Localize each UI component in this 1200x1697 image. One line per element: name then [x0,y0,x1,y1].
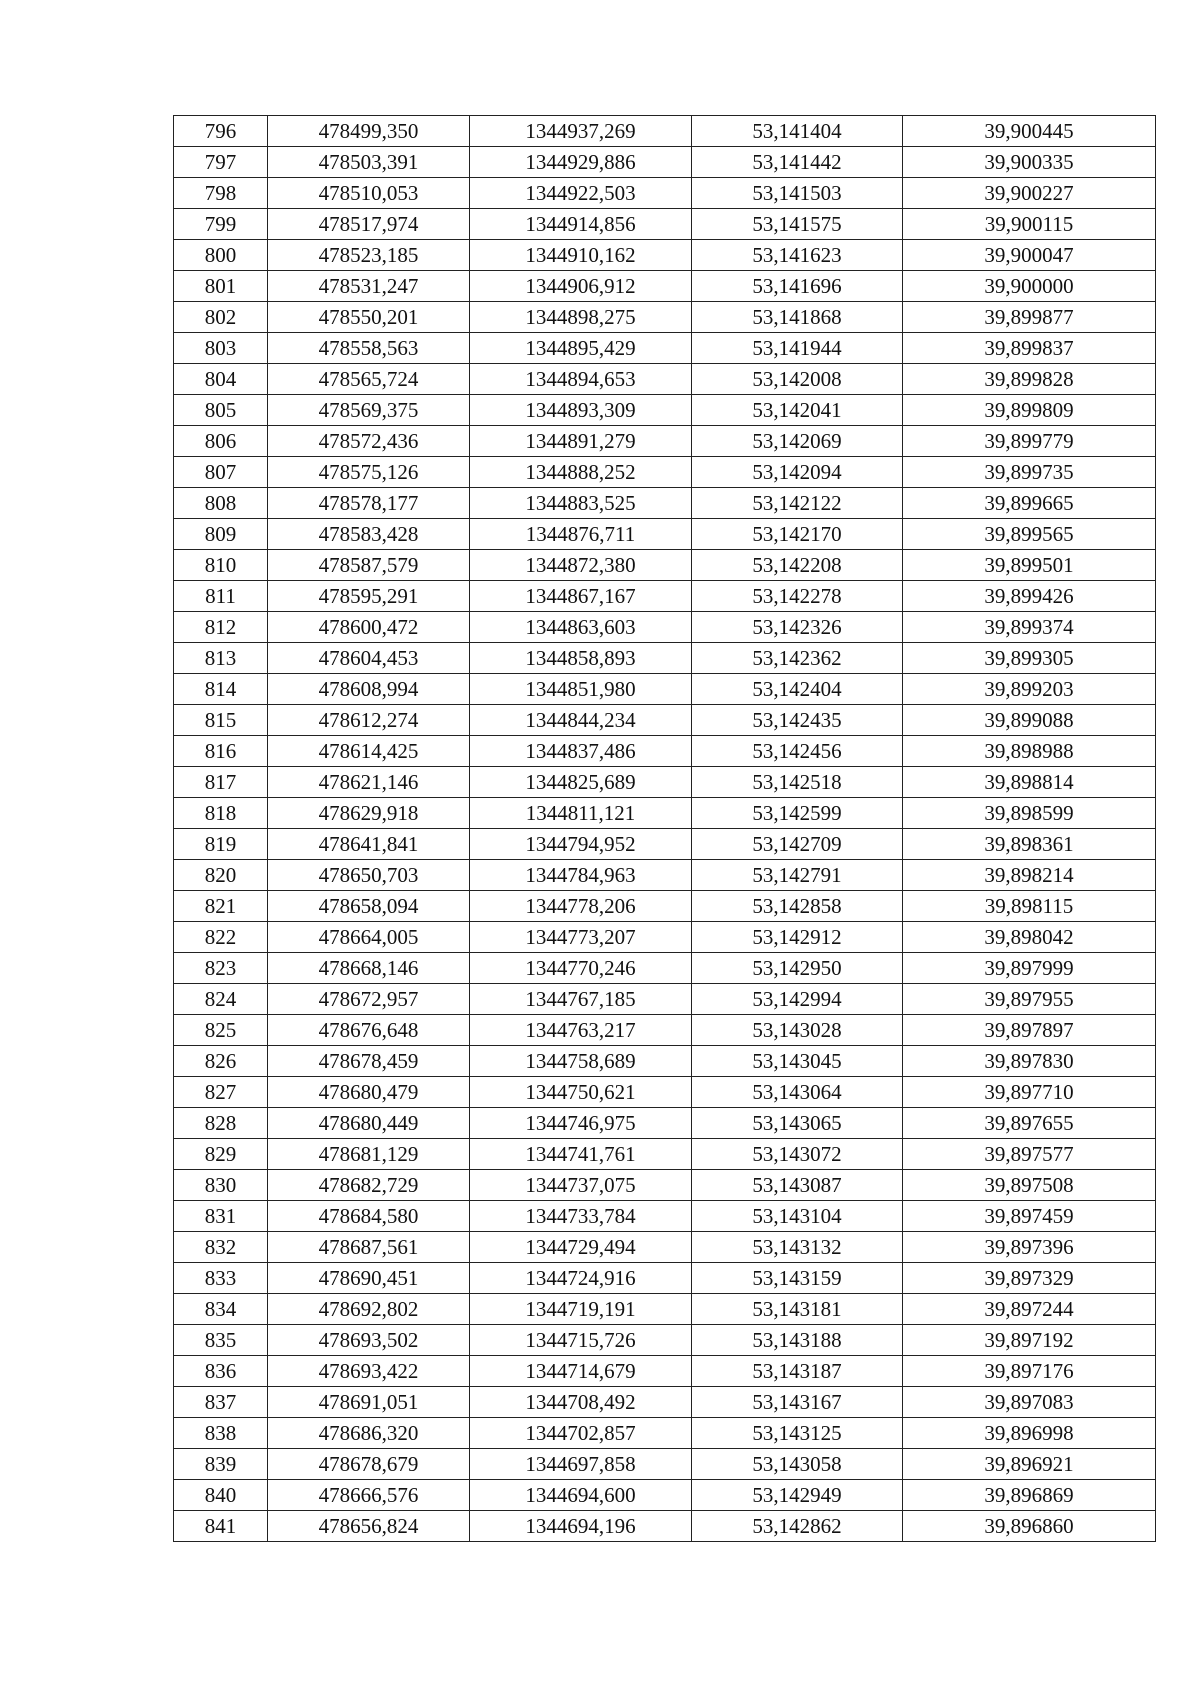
table-row [174,1449,1156,1480]
y-coordinate-cell: 1344694,600 [470,1480,692,1511]
point-number-cell: 808 [174,488,268,519]
table-row [174,1480,1156,1511]
table-row [174,1325,1156,1356]
x-coordinate-cell: 478531,247 [268,271,470,302]
x-coordinate-cell: 478641,841 [268,829,470,860]
table-row [174,302,1156,333]
y-coordinate-cell: 1344763,217 [470,1015,692,1046]
x-coordinate-cell: 478687,561 [268,1232,470,1263]
point-number-cell: 816 [174,736,268,767]
longitude-cell: 39,897655 [903,1108,1156,1139]
y-coordinate-cell: 1344888,252 [470,457,692,488]
latitude-cell: 53,143058 [692,1449,903,1480]
latitude-cell: 53,143188 [692,1325,903,1356]
point-number-cell: 806 [174,426,268,457]
y-coordinate-cell: 1344794,952 [470,829,692,860]
longitude-cell: 39,897897 [903,1015,1156,1046]
y-coordinate-cell: 1344883,525 [470,488,692,519]
longitude-cell: 39,900000 [903,271,1156,302]
table-row [174,581,1156,612]
latitude-cell: 53,143125 [692,1418,903,1449]
longitude-cell: 39,899877 [903,302,1156,333]
latitude-cell: 53,141404 [692,116,903,147]
latitude-cell: 53,143065 [692,1108,903,1139]
table-row [174,364,1156,395]
latitude-cell: 53,142858 [692,891,903,922]
latitude-cell: 53,142170 [692,519,903,550]
table-row [174,240,1156,271]
longitude-cell: 39,898115 [903,891,1156,922]
x-coordinate-cell: 478550,201 [268,302,470,333]
table-row [174,1139,1156,1170]
table-row [174,829,1156,860]
table-row [174,395,1156,426]
point-number-cell: 833 [174,1263,268,1294]
latitude-cell: 53,143045 [692,1046,903,1077]
y-coordinate-cell: 1344910,162 [470,240,692,271]
latitude-cell: 53,143181 [692,1294,903,1325]
x-coordinate-cell: 478693,502 [268,1325,470,1356]
point-number-cell: 798 [174,178,268,209]
y-coordinate-cell: 1344694,196 [470,1511,692,1542]
table-row [174,1418,1156,1449]
x-coordinate-cell: 478680,479 [268,1077,470,1108]
table-row [174,1387,1156,1418]
latitude-cell: 53,143167 [692,1387,903,1418]
y-coordinate-cell: 1344894,653 [470,364,692,395]
y-coordinate-cell: 1344737,075 [470,1170,692,1201]
table-row [174,984,1156,1015]
point-number-cell: 827 [174,1077,268,1108]
longitude-cell: 39,899665 [903,488,1156,519]
point-number-cell: 823 [174,953,268,984]
y-coordinate-cell: 1344746,975 [470,1108,692,1139]
table-row [174,1356,1156,1387]
table-row [174,922,1156,953]
longitude-cell: 39,899779 [903,426,1156,457]
point-number-cell: 799 [174,209,268,240]
x-coordinate-cell: 478600,472 [268,612,470,643]
table-row [174,860,1156,891]
table-row [174,891,1156,922]
latitude-cell: 53,142069 [692,426,903,457]
y-coordinate-cell: 1344697,858 [470,1449,692,1480]
x-coordinate-cell: 478678,679 [268,1449,470,1480]
x-coordinate-cell: 478664,005 [268,922,470,953]
longitude-cell: 39,897396 [903,1232,1156,1263]
longitude-cell: 39,900227 [903,178,1156,209]
x-coordinate-cell: 478676,648 [268,1015,470,1046]
x-coordinate-cell: 478678,459 [268,1046,470,1077]
latitude-cell: 53,142912 [692,922,903,953]
longitude-cell: 39,897083 [903,1387,1156,1418]
y-coordinate-cell: 1344708,492 [470,1387,692,1418]
point-number-cell: 805 [174,395,268,426]
y-coordinate-cell: 1344906,912 [470,271,692,302]
table-row [174,271,1156,302]
y-coordinate-cell: 1344844,234 [470,705,692,736]
y-coordinate-cell: 1344863,603 [470,612,692,643]
longitude-cell: 39,897999 [903,953,1156,984]
table-row [174,178,1156,209]
longitude-cell: 39,898988 [903,736,1156,767]
longitude-cell: 39,900335 [903,147,1156,178]
point-number-cell: 803 [174,333,268,364]
y-coordinate-cell: 1344914,856 [470,209,692,240]
latitude-cell: 53,142435 [692,705,903,736]
x-coordinate-cell: 478569,375 [268,395,470,426]
table-row [174,519,1156,550]
x-coordinate-cell: 478690,451 [268,1263,470,1294]
point-number-cell: 800 [174,240,268,271]
point-number-cell: 824 [174,984,268,1015]
x-coordinate-cell: 478604,453 [268,643,470,674]
table-row [174,550,1156,581]
latitude-cell: 53,142599 [692,798,903,829]
y-coordinate-cell: 1344872,380 [470,550,692,581]
longitude-cell: 39,897508 [903,1170,1156,1201]
table-row [174,1263,1156,1294]
y-coordinate-cell: 1344922,503 [470,178,692,209]
longitude-cell: 39,896869 [903,1480,1156,1511]
longitude-cell: 39,900047 [903,240,1156,271]
longitude-cell: 39,896921 [903,1449,1156,1480]
latitude-cell: 53,142862 [692,1511,903,1542]
point-number-cell: 836 [174,1356,268,1387]
x-coordinate-cell: 478499,350 [268,116,470,147]
longitude-cell: 39,897710 [903,1077,1156,1108]
longitude-cell: 39,898361 [903,829,1156,860]
longitude-cell: 39,899828 [903,364,1156,395]
longitude-cell: 39,900445 [903,116,1156,147]
table-row [174,1077,1156,1108]
latitude-cell: 53,142950 [692,953,903,984]
longitude-cell: 39,897244 [903,1294,1156,1325]
x-coordinate-cell: 478575,126 [268,457,470,488]
longitude-cell: 39,897176 [903,1356,1156,1387]
y-coordinate-cell: 1344778,206 [470,891,692,922]
longitude-cell: 39,898814 [903,767,1156,798]
latitude-cell: 53,142094 [692,457,903,488]
table-row [174,1108,1156,1139]
point-number-cell: 835 [174,1325,268,1356]
y-coordinate-cell: 1344898,275 [470,302,692,333]
y-coordinate-cell: 1344733,784 [470,1201,692,1232]
y-coordinate-cell: 1344702,857 [470,1418,692,1449]
y-coordinate-cell: 1344784,963 [470,860,692,891]
x-coordinate-cell: 478656,824 [268,1511,470,1542]
point-number-cell: 815 [174,705,268,736]
x-coordinate-cell: 478614,425 [268,736,470,767]
longitude-cell: 39,899501 [903,550,1156,581]
latitude-cell: 53,142041 [692,395,903,426]
x-coordinate-cell: 478672,957 [268,984,470,1015]
point-number-cell: 841 [174,1511,268,1542]
y-coordinate-cell: 1344858,893 [470,643,692,674]
point-number-cell: 820 [174,860,268,891]
latitude-cell: 53,143104 [692,1201,903,1232]
latitude-cell: 53,141623 [692,240,903,271]
point-number-cell: 804 [174,364,268,395]
point-number-cell: 838 [174,1418,268,1449]
latitude-cell: 53,142362 [692,643,903,674]
point-number-cell: 840 [174,1480,268,1511]
latitude-cell: 53,141696 [692,271,903,302]
point-number-cell: 817 [174,767,268,798]
point-number-cell: 829 [174,1139,268,1170]
latitude-cell: 53,143132 [692,1232,903,1263]
y-coordinate-cell: 1344715,726 [470,1325,692,1356]
table-row [174,1015,1156,1046]
point-number-cell: 813 [174,643,268,674]
latitude-cell: 53,141442 [692,147,903,178]
latitude-cell: 53,141575 [692,209,903,240]
y-coordinate-cell: 1344750,621 [470,1077,692,1108]
y-coordinate-cell: 1344837,486 [470,736,692,767]
longitude-cell: 39,899426 [903,581,1156,612]
table-row [174,736,1156,767]
longitude-cell: 39,898214 [903,860,1156,891]
x-coordinate-cell: 478650,703 [268,860,470,891]
longitude-cell: 39,899374 [903,612,1156,643]
longitude-cell: 39,896998 [903,1418,1156,1449]
table-row [174,116,1156,147]
y-coordinate-cell: 1344719,191 [470,1294,692,1325]
longitude-cell: 39,897577 [903,1139,1156,1170]
latitude-cell: 53,141503 [692,178,903,209]
point-number-cell: 812 [174,612,268,643]
longitude-cell: 39,899809 [903,395,1156,426]
y-coordinate-cell: 1344767,185 [470,984,692,1015]
x-coordinate-cell: 478693,422 [268,1356,470,1387]
y-coordinate-cell: 1344811,121 [470,798,692,829]
table-row [174,457,1156,488]
table-row [174,1201,1156,1232]
table-row [174,767,1156,798]
x-coordinate-cell: 478510,053 [268,178,470,209]
y-coordinate-cell: 1344929,886 [470,147,692,178]
latitude-cell: 53,143187 [692,1356,903,1387]
table-row [174,1170,1156,1201]
latitude-cell: 53,142709 [692,829,903,860]
longitude-cell: 39,897955 [903,984,1156,1015]
x-coordinate-cell: 478595,291 [268,581,470,612]
x-coordinate-cell: 478686,320 [268,1418,470,1449]
table-row [174,1046,1156,1077]
y-coordinate-cell: 1344891,279 [470,426,692,457]
longitude-cell: 39,899735 [903,457,1156,488]
latitude-cell: 53,142008 [692,364,903,395]
x-coordinate-cell: 478684,580 [268,1201,470,1232]
longitude-cell: 39,899565 [903,519,1156,550]
latitude-cell: 53,142278 [692,581,903,612]
point-number-cell: 837 [174,1387,268,1418]
point-number-cell: 826 [174,1046,268,1077]
table-row [174,333,1156,364]
latitude-cell: 53,142994 [692,984,903,1015]
longitude-cell: 39,897192 [903,1325,1156,1356]
x-coordinate-cell: 478583,428 [268,519,470,550]
point-number-cell: 839 [174,1449,268,1480]
y-coordinate-cell: 1344741,761 [470,1139,692,1170]
y-coordinate-cell: 1344758,689 [470,1046,692,1077]
coordinates-table [173,115,1156,1542]
coordinates-table-body [174,116,1156,1542]
y-coordinate-cell: 1344729,494 [470,1232,692,1263]
longitude-cell: 39,898599 [903,798,1156,829]
x-coordinate-cell: 478565,724 [268,364,470,395]
latitude-cell: 53,143064 [692,1077,903,1108]
latitude-cell: 53,142122 [692,488,903,519]
point-number-cell: 807 [174,457,268,488]
longitude-cell: 39,899088 [903,705,1156,736]
y-coordinate-cell: 1344714,679 [470,1356,692,1387]
latitude-cell: 53,141944 [692,333,903,364]
point-number-cell: 834 [174,1294,268,1325]
point-number-cell: 828 [174,1108,268,1139]
latitude-cell: 53,142208 [692,550,903,581]
longitude-cell: 39,897329 [903,1263,1156,1294]
point-number-cell: 814 [174,674,268,705]
x-coordinate-cell: 478668,146 [268,953,470,984]
x-coordinate-cell: 478682,729 [268,1170,470,1201]
latitude-cell: 53,141868 [692,302,903,333]
point-number-cell: 832 [174,1232,268,1263]
longitude-cell: 39,897459 [903,1201,1156,1232]
latitude-cell: 53,142949 [692,1480,903,1511]
table-row [174,643,1156,674]
point-number-cell: 831 [174,1201,268,1232]
x-coordinate-cell: 478621,146 [268,767,470,798]
y-coordinate-cell: 1344893,309 [470,395,692,426]
x-coordinate-cell: 478523,185 [268,240,470,271]
latitude-cell: 53,143087 [692,1170,903,1201]
longitude-cell: 39,900115 [903,209,1156,240]
point-number-cell: 819 [174,829,268,860]
table-row [174,674,1156,705]
latitude-cell: 53,143072 [692,1139,903,1170]
latitude-cell: 53,142791 [692,860,903,891]
y-coordinate-cell: 1344867,167 [470,581,692,612]
x-coordinate-cell: 478503,391 [268,147,470,178]
table-row [174,488,1156,519]
point-number-cell: 811 [174,581,268,612]
y-coordinate-cell: 1344724,916 [470,1263,692,1294]
latitude-cell: 53,142326 [692,612,903,643]
point-number-cell: 821 [174,891,268,922]
point-number-cell: 810 [174,550,268,581]
x-coordinate-cell: 478666,576 [268,1480,470,1511]
table-row [174,705,1156,736]
x-coordinate-cell: 478517,974 [268,209,470,240]
longitude-cell: 39,899305 [903,643,1156,674]
table-row [174,1232,1156,1263]
point-number-cell: 825 [174,1015,268,1046]
table-row [174,798,1156,829]
table-row [174,1294,1156,1325]
y-coordinate-cell: 1344770,246 [470,953,692,984]
x-coordinate-cell: 478608,994 [268,674,470,705]
latitude-cell: 53,143159 [692,1263,903,1294]
point-number-cell: 818 [174,798,268,829]
latitude-cell: 53,142518 [692,767,903,798]
point-number-cell: 802 [174,302,268,333]
table-row [174,147,1156,178]
longitude-cell: 39,897830 [903,1046,1156,1077]
table-row [174,953,1156,984]
latitude-cell: 53,142456 [692,736,903,767]
point-number-cell: 822 [174,922,268,953]
x-coordinate-cell: 478629,918 [268,798,470,829]
longitude-cell: 39,898042 [903,922,1156,953]
x-coordinate-cell: 478578,177 [268,488,470,519]
x-coordinate-cell: 478612,274 [268,705,470,736]
y-coordinate-cell: 1344876,711 [470,519,692,550]
x-coordinate-cell: 478681,129 [268,1139,470,1170]
point-number-cell: 809 [174,519,268,550]
y-coordinate-cell: 1344773,207 [470,922,692,953]
y-coordinate-cell: 1344851,980 [470,674,692,705]
x-coordinate-cell: 478587,579 [268,550,470,581]
x-coordinate-cell: 478658,094 [268,891,470,922]
table-row [174,209,1156,240]
x-coordinate-cell: 478680,449 [268,1108,470,1139]
point-number-cell: 797 [174,147,268,178]
point-number-cell: 801 [174,271,268,302]
x-coordinate-cell: 478572,436 [268,426,470,457]
longitude-cell: 39,899837 [903,333,1156,364]
latitude-cell: 53,142404 [692,674,903,705]
table-row [174,426,1156,457]
point-number-cell: 796 [174,116,268,147]
latitude-cell: 53,143028 [692,1015,903,1046]
x-coordinate-cell: 478558,563 [268,333,470,364]
x-coordinate-cell: 478692,802 [268,1294,470,1325]
point-number-cell: 830 [174,1170,268,1201]
table-row [174,612,1156,643]
longitude-cell: 39,899203 [903,674,1156,705]
y-coordinate-cell: 1344825,689 [470,767,692,798]
longitude-cell: 39,896860 [903,1511,1156,1542]
y-coordinate-cell: 1344937,269 [470,116,692,147]
x-coordinate-cell: 478691,051 [268,1387,470,1418]
table-row [174,1511,1156,1542]
y-coordinate-cell: 1344895,429 [470,333,692,364]
